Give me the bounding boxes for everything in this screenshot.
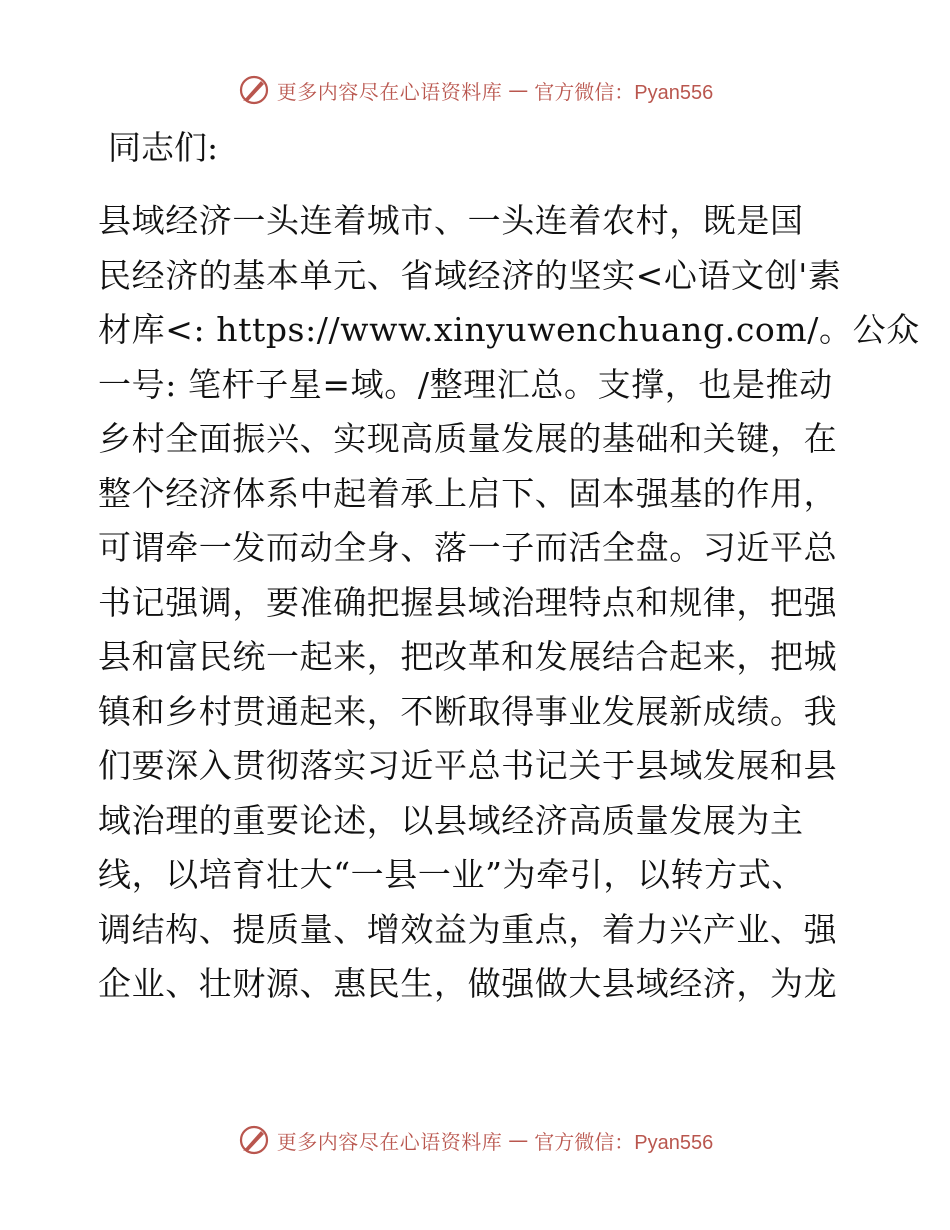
paragraph-line: 民经济的基本单元、省域经济的坚实<心语文创'素	[98, 255, 842, 295]
paragraph-line: 线，以培育壮大“一县一业”为牵引，以转方式、	[98, 855, 805, 894]
paragraph-line: 域治理的重要论述，以县域经济高质量发展为主	[98, 800, 804, 840]
paragraph-line: 镇和乡村贯通起来，不断取得事业发展新成绩。我	[98, 691, 838, 731]
paragraph-line: 县域经济一头连着城市、一头连着农村，既是国	[98, 201, 804, 240]
paragraph-line: 乡村全面振兴、实现高质量发展的基础和关键，在	[98, 419, 838, 458]
banner-separator: —	[508, 1128, 529, 1152]
greeting: 同志们:	[108, 128, 219, 167]
banner-separator: —	[508, 78, 529, 102]
paragraph-line: 书记强调，要准确把握县域治理特点和规律，把强	[98, 582, 838, 622]
paragraph-line: 们要深入贯彻落实习近平总书记关于县域发展和县	[98, 746, 838, 785]
paragraph-line: 一号: 笔杆子星=域。/整理汇总。支撑，也是推动	[98, 364, 833, 404]
paragraph-line: 可谓牵一发而动全身、落一子而活全盘。习近平总	[98, 528, 838, 567]
paragraph-line: 材库<: https://www.xinyuwenchuang.com/。公众	[98, 310, 920, 349]
document-body	[98, 194, 920, 1012]
paragraph-line: 调结构、提质量、增效益为重点，着力兴产业、强	[98, 909, 838, 949]
banner-wechat-id: 官方微信：Pyan556	[534, 1131, 714, 1154]
paragraph-line: 整个经济体系中起着承上启下、固本强基的作用，	[98, 473, 838, 513]
footer-watermark-banner	[0, 1120, 950, 1160]
header-watermark-banner	[0, 70, 950, 110]
banner-promo-text: 更多内容尽在心语资料库	[276, 1129, 503, 1154]
pen-logo-icon	[237, 1123, 271, 1157]
pen-logo-icon	[237, 73, 271, 107]
banner-promo-text: 更多内容尽在心语资料库	[276, 79, 503, 104]
paragraph-line: 县和富民统一起来，把改革和发展结合起来，把城	[98, 637, 838, 676]
banner-wechat-id: 官方微信：Pyan556	[534, 81, 714, 104]
paragraph-line: 企业、壮财源、惠民生，做强做大县域经济，为龙	[98, 964, 838, 1003]
